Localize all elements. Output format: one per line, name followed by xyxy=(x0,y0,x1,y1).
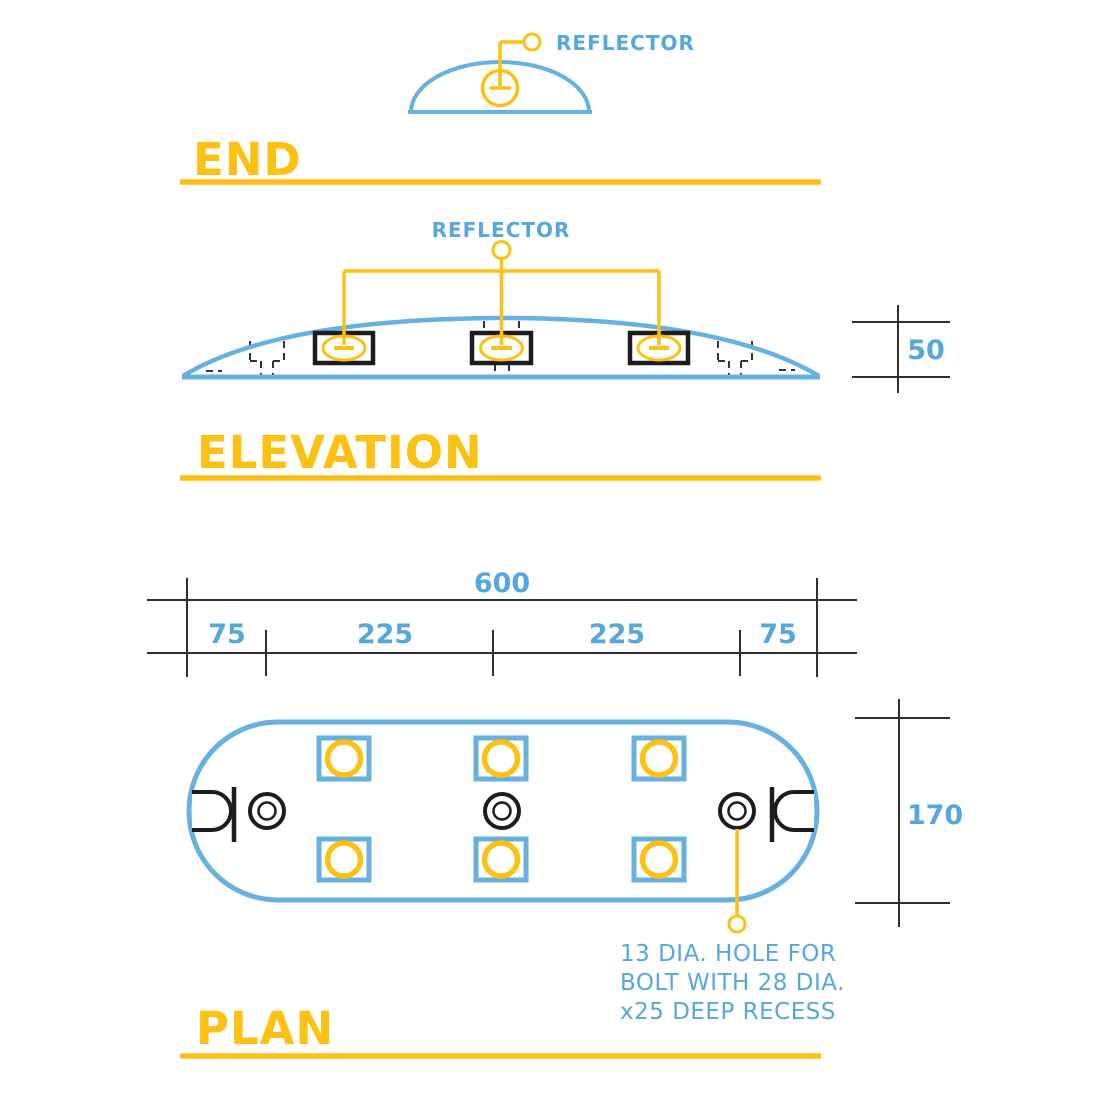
bolt-hole xyxy=(729,803,746,820)
bolt-note-line: 13 DIA. HOLE FOR xyxy=(620,941,837,967)
reflector-circle xyxy=(328,742,361,775)
segment-dim-label: 225 xyxy=(356,619,414,650)
bolt-note xyxy=(620,829,845,1025)
bolt-holes xyxy=(250,794,754,828)
end-key-left xyxy=(192,787,234,842)
bolt-hole xyxy=(259,803,276,820)
bolt-note-callout-circle xyxy=(729,916,745,932)
reflector-circle xyxy=(643,843,676,876)
segment-dim-label: 75 xyxy=(208,619,246,650)
elevation-title: ELEVATION xyxy=(197,426,483,479)
width-dimension-170 xyxy=(855,699,963,927)
reflector-circle xyxy=(643,742,676,775)
end-key-right xyxy=(772,787,814,842)
overall-length-label: 600 xyxy=(473,568,531,599)
reflector-callout-circle xyxy=(493,242,510,259)
end-title-group xyxy=(180,133,821,186)
plan-dimensions xyxy=(147,568,857,677)
plan-title: PLAN xyxy=(196,1002,335,1055)
elevation-reflector-label: REFLECTOR xyxy=(431,218,571,242)
key-slot-shape xyxy=(775,792,814,830)
elevation-reflector-leader xyxy=(334,242,669,349)
bolt-hole xyxy=(494,803,511,820)
height-dim-label: 50 xyxy=(907,335,945,366)
reflector-circle xyxy=(485,742,518,775)
elevation-title-group xyxy=(180,426,821,479)
end-reflector-label: REFLECTOR xyxy=(556,31,695,55)
plan-view xyxy=(189,699,963,1025)
reflector-circle xyxy=(328,843,361,876)
end-view xyxy=(408,31,695,112)
bolt-note-line: BOLT WITH 28 DIA. xyxy=(620,970,845,996)
width-dim-label: 170 xyxy=(906,800,964,831)
elevation-view xyxy=(182,218,950,393)
end-title: END xyxy=(193,133,302,186)
segment-dim-label: 225 xyxy=(588,619,646,650)
key-slot-shape xyxy=(192,792,231,830)
segment-dim-label: 75 xyxy=(759,619,797,650)
reflector-circle xyxy=(485,843,518,876)
height-dimension-50 xyxy=(852,305,950,393)
bolt-note-line: x25 DEEP RECESS xyxy=(620,999,836,1025)
reflector-callout-circle xyxy=(524,34,540,50)
